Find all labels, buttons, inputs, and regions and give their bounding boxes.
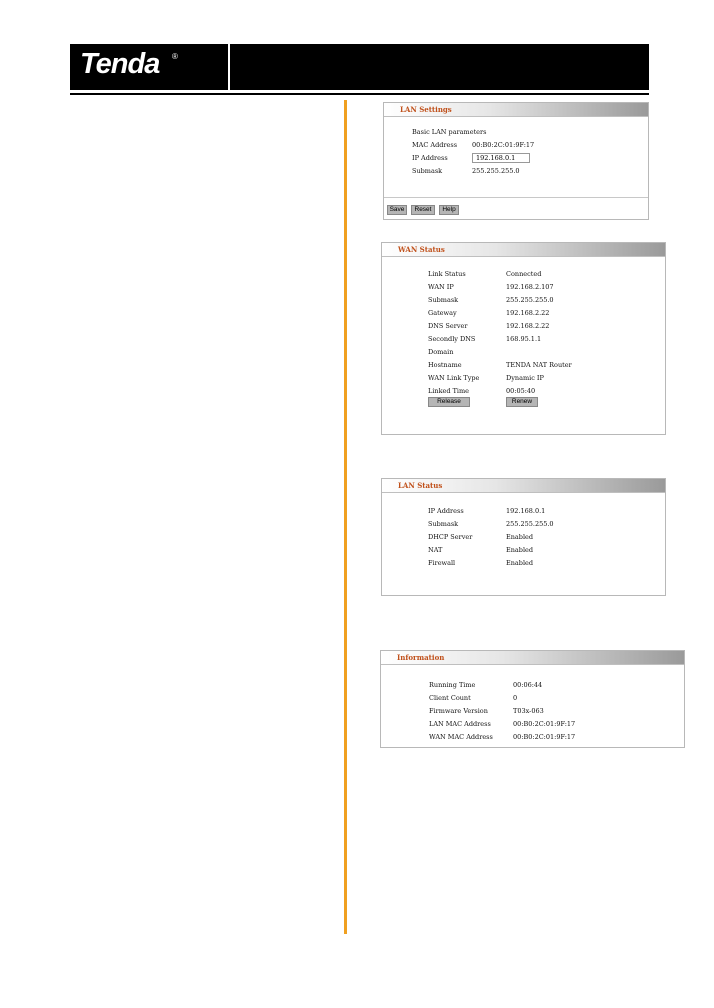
- lan-row-value: 192.168.0.1: [506, 507, 546, 515]
- header-rule: [70, 93, 649, 95]
- wan-row-label: Gateway: [428, 309, 457, 317]
- wan-row-label: WAN IP: [428, 283, 454, 291]
- info-row-value: 00:06:44: [513, 681, 543, 689]
- info-row-value: 00:B0:2C:01:9F:17: [513, 733, 576, 741]
- header-bar: [230, 44, 649, 90]
- lan-row-value: Enabled: [506, 546, 534, 554]
- lan-status-title: LAN Status: [398, 481, 443, 490]
- lan-settings-panel: [383, 102, 649, 220]
- panel-title-bar: [384, 103, 648, 117]
- info-row-value: 00:B0:2C:01:9F:17: [513, 720, 576, 728]
- wan-row-label: Linked Time: [428, 387, 470, 395]
- info-row-value: 0: [513, 694, 518, 702]
- logo-text: Tenda: [80, 48, 160, 80]
- lan-row-value: Enabled: [506, 559, 534, 567]
- save-button[interactable]: Save: [387, 205, 407, 215]
- wan-row-value: 168.95.1.1: [506, 335, 542, 343]
- wan-row-value: 192.168.2.22: [506, 309, 550, 317]
- wan-row-label: Submask: [428, 296, 459, 304]
- wan-row-label: Hostname: [428, 361, 462, 369]
- lan-row-value: 255.255.255.0: [506, 520, 554, 528]
- button-separator: [384, 197, 648, 198]
- panel-title-bar: [382, 243, 665, 257]
- info-row-label: Running Time: [429, 681, 476, 689]
- information-panel: [380, 650, 685, 748]
- wan-row-label: WAN Link Type: [428, 374, 480, 382]
- lan-row-label: NAT: [428, 546, 443, 554]
- wan-row-value: TENDA NAT Router: [506, 361, 572, 369]
- release-button[interactable]: Release: [428, 397, 470, 407]
- info-row-value: T03x-063: [513, 707, 544, 715]
- renew-button[interactable]: Renew: [506, 397, 538, 407]
- info-row-label: Firmware Version: [429, 707, 488, 715]
- lan-settings-title: LAN Settings: [400, 105, 452, 114]
- submask-value: 255.255.255.0: [472, 167, 520, 175]
- wan-status-panel: [381, 242, 666, 435]
- orange-divider: [344, 100, 347, 934]
- wan-row-label: DNS Server: [428, 322, 468, 330]
- wan-row-value: Connected: [506, 270, 542, 278]
- lan-row-label: Submask: [428, 520, 459, 528]
- submask-label: Submask: [412, 167, 443, 175]
- info-row-label: Client Count: [429, 694, 471, 702]
- info-row-label: LAN MAC Address: [429, 720, 491, 728]
- mac-address-value: 00:B0:2C:01:9F:17: [472, 141, 535, 149]
- reset-button[interactable]: Reset: [411, 205, 435, 215]
- wan-row-label: Link Status: [428, 270, 466, 278]
- section-heading: Basic LAN parameters: [412, 128, 487, 136]
- ip-address-input[interactable]: [472, 153, 530, 163]
- lan-row-value: Enabled: [506, 533, 534, 541]
- wan-row-label: Secondly DNS: [428, 335, 476, 343]
- lan-row-label: Firewall: [428, 559, 456, 567]
- lan-row-label: DHCP Server: [428, 533, 473, 541]
- mac-address-label: MAC Address: [412, 141, 458, 149]
- tenda-logo: [70, 44, 228, 90]
- panel-title-bar: [382, 479, 665, 493]
- wan-row-value: Dynamic IP: [506, 374, 544, 382]
- wan-row-label: Domain: [428, 348, 454, 356]
- information-title: Information: [397, 653, 445, 662]
- registered-mark: ®: [172, 52, 178, 61]
- lan-status-panel: [381, 478, 666, 596]
- wan-status-title: WAN Status: [398, 245, 445, 254]
- info-row-label: WAN MAC Address: [429, 733, 493, 741]
- ip-address-label: IP Address: [412, 154, 448, 162]
- panel-title-bar: [381, 651, 684, 665]
- wan-row-value: 255.255.255.0: [506, 296, 554, 304]
- lan-row-label: IP Address: [428, 507, 464, 515]
- wan-row-value: 00:05:40: [506, 387, 536, 395]
- help-button[interactable]: Help: [439, 205, 459, 215]
- wan-row-value: 192.168.2.22: [506, 322, 550, 330]
- wan-row-value: 192.168.2.107: [506, 283, 554, 291]
